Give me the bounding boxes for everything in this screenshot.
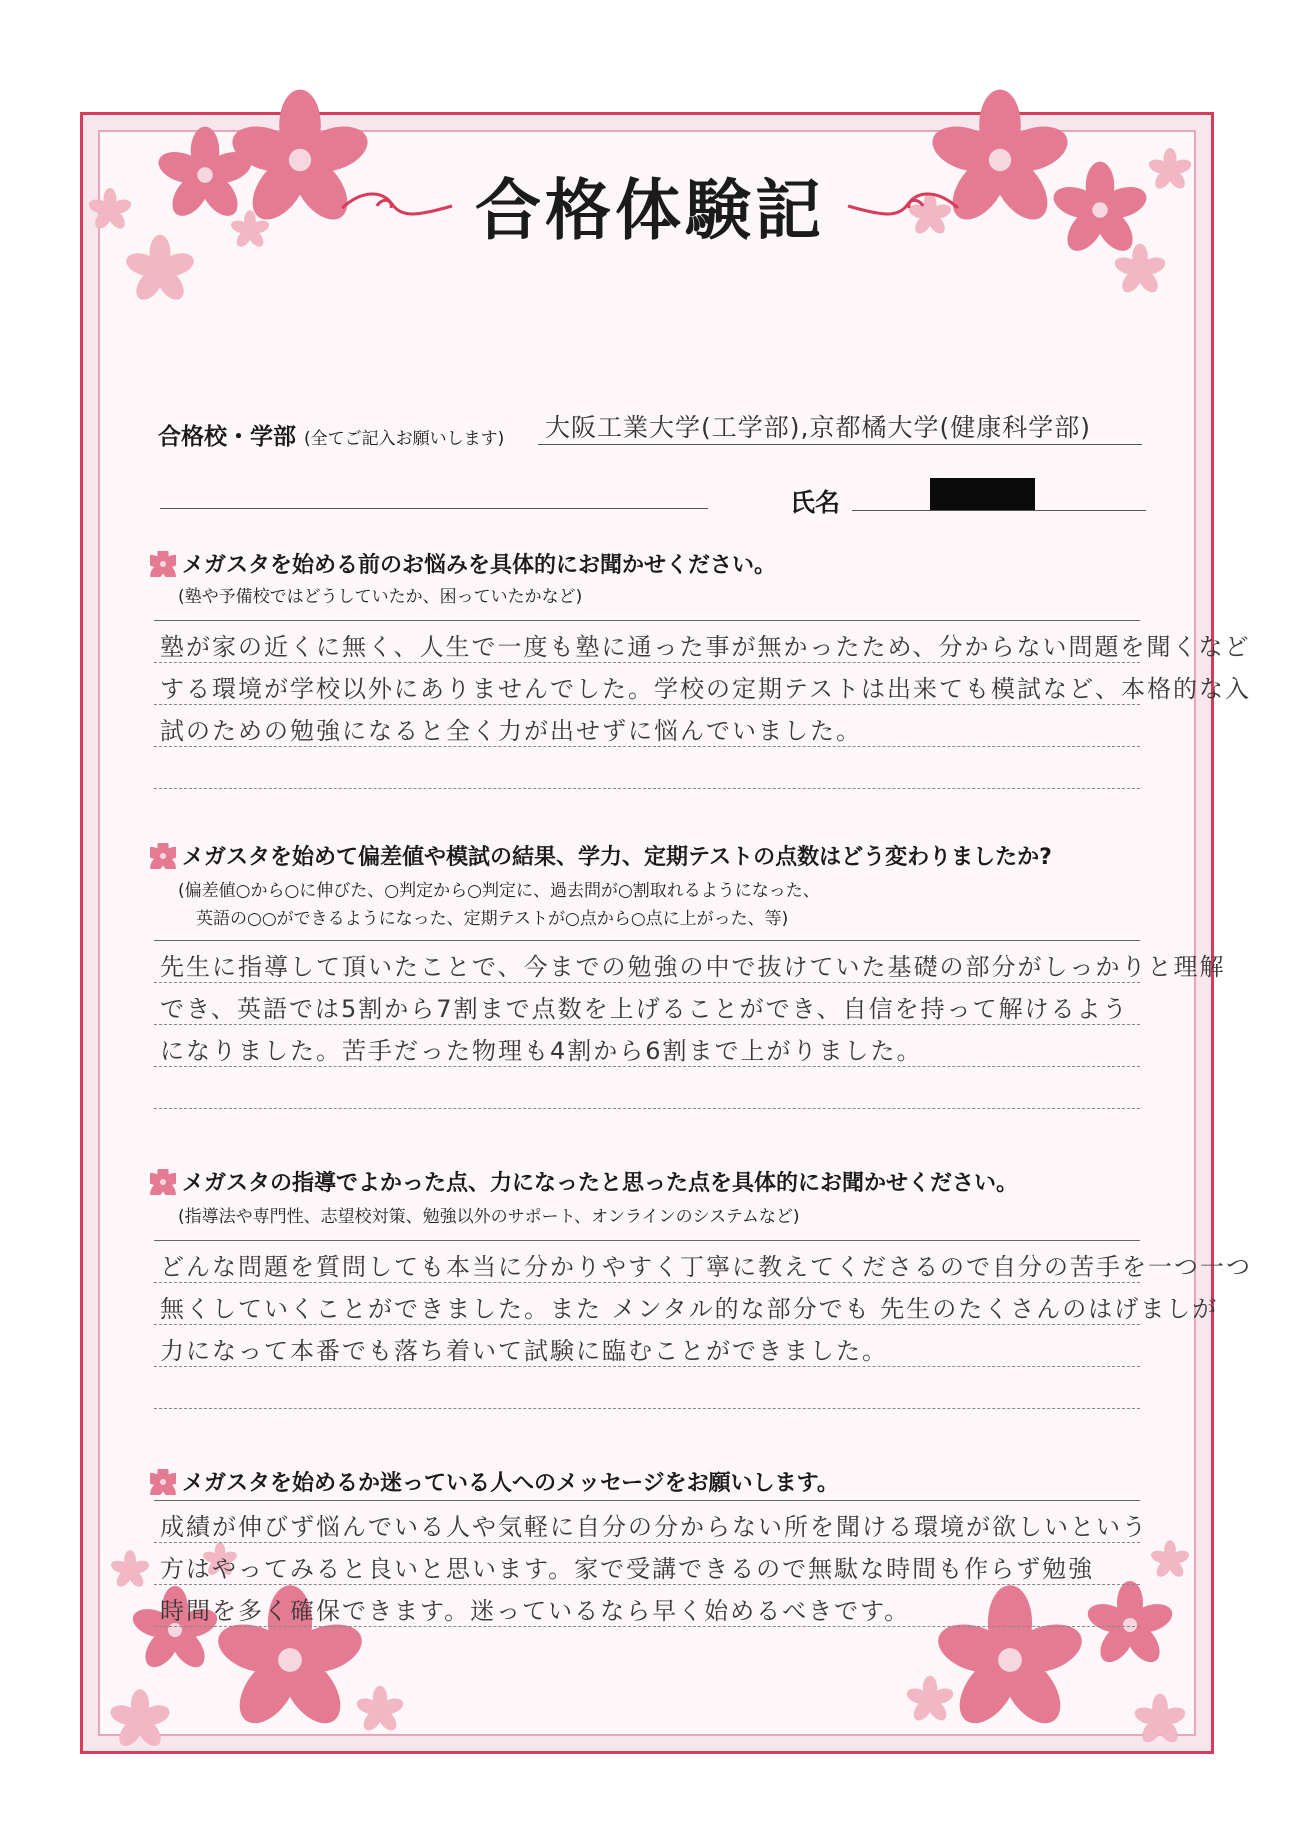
answer-line bbox=[154, 1626, 1140, 1627]
section-3-answer-line-1: どんな問題を質問しても本当に分かりやすく丁寧に教えてくださるので自分の苦手を一つ一つ bbox=[160, 1253, 1252, 1281]
answer-line bbox=[154, 1066, 1140, 1067]
right-flourish-icon bbox=[843, 184, 963, 224]
page-title: 合格体験記 bbox=[475, 170, 825, 249]
answer-line bbox=[154, 746, 1140, 747]
section-1-answer-line-3: 試のための勉強になると全く力が出せずに悩んでいました。 bbox=[160, 717, 862, 745]
answer-line bbox=[154, 940, 1140, 941]
sakura-bullet-icon bbox=[150, 843, 176, 869]
answer-line bbox=[154, 788, 1140, 789]
name-underline bbox=[852, 510, 1146, 511]
answer-line bbox=[154, 1108, 1140, 1109]
section-1-heading: メガスタを始める前のお悩みを具体的にお聞かせください。 bbox=[150, 548, 776, 579]
answer-line bbox=[154, 1324, 1140, 1325]
section-4-heading: メガスタを始めるか迷っている人へのメッセージをお願いします。 bbox=[150, 1466, 839, 1497]
school-label-row bbox=[158, 418, 504, 451]
section-2-sub-2: 英語の○○ができるようになった、定期テストが○点から○点に上がった、等) bbox=[196, 909, 789, 929]
sakura-bullet-icon bbox=[150, 1169, 176, 1195]
name-redaction bbox=[930, 478, 1035, 510]
school-value: 大阪工業大学(工学部),京都橘大学(健康科学部) bbox=[545, 413, 1091, 442]
section-2-sub-1: (偏差値○から○に伸びた、○判定から○判定に、過去問が○割取れるようになった、 bbox=[178, 881, 820, 901]
section-4-answer-line-1: 成績が伸びず悩んでいる人や気軽に自分の分からない所を聞ける環境が欲しいという bbox=[160, 1513, 1148, 1541]
section-1-sub: (塾や予備校ではどうしていたか、困っていたかなど) bbox=[178, 587, 583, 607]
sakura-bullet-icon bbox=[150, 551, 176, 577]
school-underline-2 bbox=[160, 508, 708, 509]
answer-line bbox=[154, 1500, 1140, 1501]
answer-line bbox=[154, 1282, 1140, 1283]
section-1-answer-line-2: する環境が学校以外にありませんでした。学校の定期テストは出来ても模試など、本格的な入 bbox=[160, 675, 1252, 703]
section-3-answer-line-3: 力になって本番でも落ち着いて試験に臨むことができました。 bbox=[160, 1337, 888, 1365]
section-3-answer-line-2: 無くしていくことができました。また メンタル的な部分でも 先生のたくさんのはげましが bbox=[160, 1295, 1219, 1323]
sakura-bullet-icon bbox=[150, 1469, 176, 1495]
title-area bbox=[0, 156, 1300, 252]
section-3-heading: メガスタの指導でよかった点、力になったと思った点を具体的にお聞かせください。 bbox=[150, 1166, 1018, 1197]
section-2-heading: メガスタを始めて偏差値や模試の結果、学力、定期テストの点数はどう変わりましたか? bbox=[150, 840, 1052, 871]
left-flourish-icon bbox=[337, 184, 457, 224]
section-2-answer-line-1: 先生に指導して頂いたことで、今までの勉強の中で抜けていた基礎の部分がしっかりと理解 bbox=[160, 953, 1226, 981]
answer-line bbox=[154, 1240, 1140, 1241]
answer-line bbox=[154, 1542, 1140, 1543]
answer-line bbox=[154, 704, 1140, 705]
section-2-answer-line-2: でき、英語では5割から7割まで点数を上げることができ、自信を持って解けるよう bbox=[160, 995, 1129, 1023]
section-4-answer-line-3: 時間を多く確保できます。迷っているなら早く始めるべきです。 bbox=[160, 1597, 911, 1625]
section-3-sub: (指導法や専門性、志望校対策、勉強以外のサポート、オンラインのシステムなど) bbox=[178, 1207, 800, 1227]
section-4-answer-line-2: 方はやってみると良いと思います。家で受講できるので無駄な時間も作らず勉強 bbox=[160, 1555, 1095, 1583]
answer-line bbox=[154, 1366, 1140, 1367]
school-underline bbox=[538, 444, 1142, 445]
answer-line bbox=[154, 1408, 1140, 1409]
section-2-answer-line-3: になりました。苦手だった物理も4割から6割まで上がりました。 bbox=[160, 1037, 923, 1065]
answer-line bbox=[154, 1584, 1140, 1585]
answer-line bbox=[154, 662, 1140, 663]
answer-line bbox=[154, 620, 1140, 621]
school-note: (全てご記入お願いします) bbox=[304, 429, 505, 449]
name-label: 氏名 bbox=[790, 488, 841, 517]
answer-line bbox=[154, 982, 1140, 983]
answer-line bbox=[154, 1024, 1140, 1025]
section-1-answer-line-1: 塾が家の近くに無く、人生で一度も塾に通った事が無かったため、分からない問題を聞くなど bbox=[160, 633, 1251, 661]
school-label: 合格校・学部 bbox=[158, 424, 296, 450]
